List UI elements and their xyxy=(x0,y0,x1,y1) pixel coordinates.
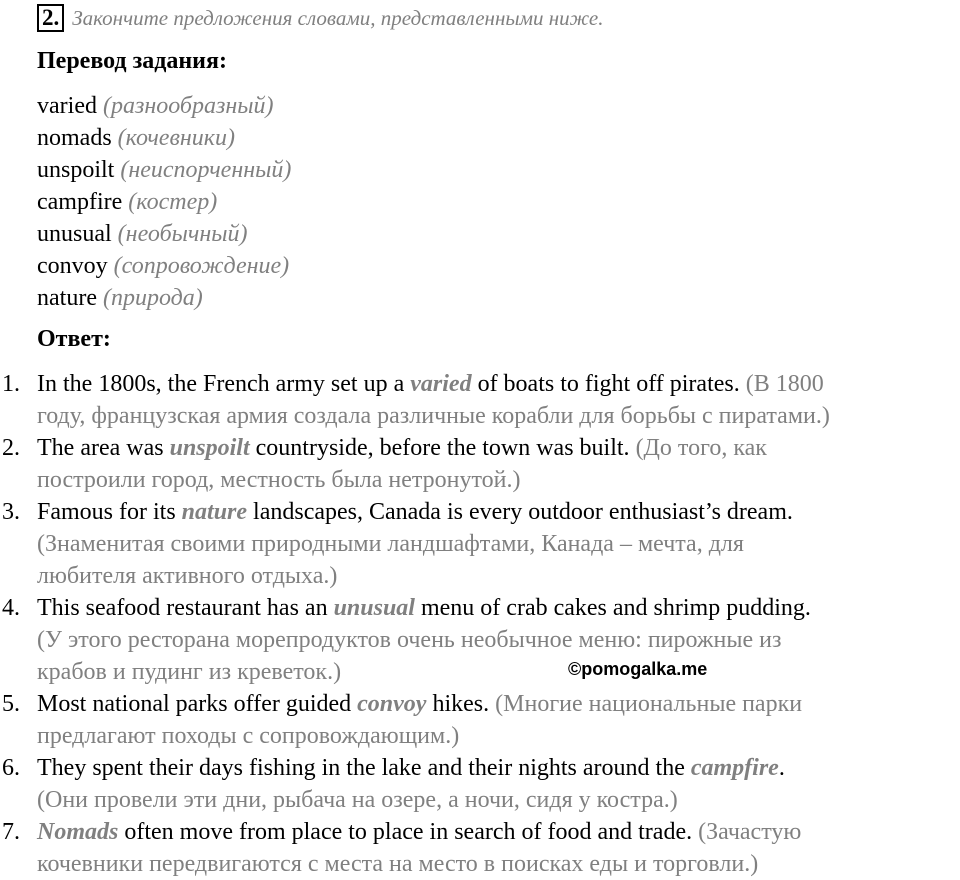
answer-line xyxy=(37,400,960,432)
vocab-translation: (кочевники) xyxy=(117,125,235,151)
english-sentence: landscapes, Canada is every outdoor enthusiast’s dream. xyxy=(247,499,793,525)
answer-line xyxy=(37,784,960,816)
russian-translation: (У этого ресторана морепродуктов очень необычное меню: пирожные из xyxy=(37,627,782,653)
russian-translation: (Зачастую xyxy=(698,819,802,845)
vocab-word: campfire xyxy=(37,189,123,215)
answer-heading: Ответ: xyxy=(37,326,111,352)
answer-number: 7. xyxy=(2,819,20,845)
watermark: ©pomogalka.me xyxy=(568,659,708,679)
filled-word: unspoilt xyxy=(169,435,250,461)
english-sentence: Famous for its xyxy=(37,499,182,525)
vocab-word: nature xyxy=(37,285,97,311)
english-sentence: countryside, before the town was built. xyxy=(249,435,636,461)
answer-line xyxy=(37,624,960,656)
english-sentence: of boats to fight off pirates. xyxy=(471,371,746,397)
answer-line xyxy=(37,720,960,752)
english-sentence: often move from place to place in search of food and trade. xyxy=(118,819,699,845)
vocab-translation: (костер) xyxy=(128,189,218,215)
vocab-word: unspoilt xyxy=(37,157,115,183)
answer-number: 6. xyxy=(2,755,20,781)
answer-number: 4. xyxy=(2,595,20,621)
answer-line xyxy=(37,752,960,784)
russian-translation: кочевники передвигаются с места на место в поисках еды и торговли.) xyxy=(37,851,759,877)
translation-heading: Перевод задания: xyxy=(37,48,227,74)
answer-line xyxy=(37,688,960,720)
answer-item xyxy=(0,752,960,816)
english-sentence: hikes. xyxy=(426,691,496,717)
filled-word: campfire xyxy=(690,755,779,781)
vocab-word: unusual xyxy=(37,221,112,247)
answer-item xyxy=(0,496,960,592)
vocab-item xyxy=(37,282,291,314)
vocab-translation: (сопровождение) xyxy=(113,253,290,279)
task-number: 2. xyxy=(37,4,64,32)
vocab-item xyxy=(37,90,291,122)
english-sentence: In the 1800s, the French army set up a xyxy=(37,371,411,397)
answer-line xyxy=(37,560,960,592)
russian-translation: (Многие национальные парки xyxy=(495,691,803,717)
filled-word: convoy xyxy=(357,691,427,717)
answer-number: 1. xyxy=(2,371,20,397)
answer-line xyxy=(37,848,960,880)
english-sentence: They spent their days fishing in the lake and their nights around the xyxy=(37,755,691,781)
answers-list xyxy=(0,368,960,880)
english-sentence: This seafood restaurant has an xyxy=(37,595,334,621)
vocab-word: nomads xyxy=(37,125,112,151)
vocab-word: convoy xyxy=(37,253,108,279)
filled-word: unusual xyxy=(333,595,415,621)
answer-item xyxy=(0,688,960,752)
answer-item xyxy=(0,432,960,496)
answer-item xyxy=(0,816,960,880)
task-instruction: Закончите предложения словами, представленными ниже. xyxy=(72,5,604,30)
vocab-item xyxy=(37,154,291,186)
answer-number: 3. xyxy=(2,499,20,525)
answer-line xyxy=(37,528,960,560)
answer-line xyxy=(37,816,960,848)
russian-translation: году, французская армия создала различные корабли для борьбы с пиратами.) xyxy=(37,403,830,429)
vocab-item xyxy=(37,186,291,218)
answer-line xyxy=(37,368,960,400)
russian-translation: построили город, местность была нетронутой.) xyxy=(37,467,521,493)
vocabulary-list xyxy=(37,90,291,314)
answer-line xyxy=(37,496,960,528)
answer-line xyxy=(37,464,960,496)
vocab-translation: (разнообразный) xyxy=(102,93,274,119)
vocab-item xyxy=(37,218,291,250)
answer-number: 2. xyxy=(2,435,20,461)
russian-translation: любителя активного отдыха.) xyxy=(37,563,338,589)
vocab-translation: (природа) xyxy=(102,285,203,311)
answer-item xyxy=(0,368,960,432)
english-sentence: The area was xyxy=(37,435,170,461)
english-sentence: Most national parks offer guided xyxy=(37,691,358,717)
answer-line xyxy=(37,656,960,688)
russian-translation: крабов и пудинг из креветок.) xyxy=(37,659,342,685)
filled-word: Nomads xyxy=(37,819,119,845)
task-header xyxy=(37,3,604,33)
vocab-item xyxy=(37,250,291,282)
vocab-translation: (неиспорченный) xyxy=(120,157,292,183)
filled-word: nature xyxy=(181,499,248,525)
vocab-translation: (необычный) xyxy=(117,221,248,247)
answer-number: 5. xyxy=(2,691,20,717)
filled-word: varied xyxy=(410,371,472,397)
russian-translation: (В 1800 xyxy=(745,371,824,397)
russian-translation: (До того, как xyxy=(635,435,767,461)
answer-item xyxy=(0,592,960,688)
russian-translation: (Они провели эти дни, рыбача на озере, а ночи, сидя у костра.) xyxy=(37,787,678,813)
answer-line xyxy=(37,592,960,624)
vocab-item xyxy=(37,122,291,154)
russian-translation: (Знаменитая своими природными ландшафтами, Канада – мечта, для xyxy=(37,531,744,557)
vocab-word: varied xyxy=(37,93,97,119)
russian-translation: предлагают походы с сопровождающим.) xyxy=(37,723,460,749)
answer-line xyxy=(37,432,960,464)
english-sentence: menu of crab cakes and shrimp pudding. xyxy=(414,595,811,621)
english-sentence: . xyxy=(778,755,785,781)
